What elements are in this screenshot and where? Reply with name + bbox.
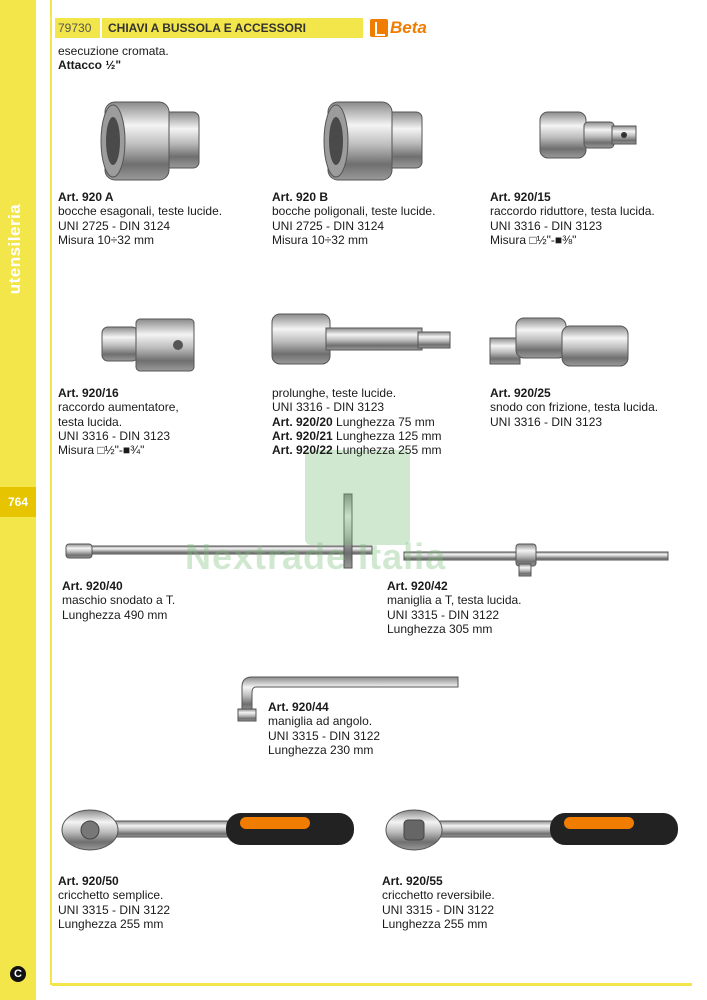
desc-line: bocche esagonali, teste lucide. [58, 204, 223, 219]
header-separator [100, 18, 102, 38]
desc-line: Lunghezza 255 mm [382, 916, 488, 931]
socket-poly-image [318, 98, 428, 183]
reversible-ratchet-image [382, 805, 682, 860]
desc-line: maschio snodato a T. [62, 593, 176, 608]
catalog-code: 79730 [58, 21, 92, 35]
intro [58, 44, 169, 72]
desc-line: UNI 3315 - DIN 3122 [382, 902, 495, 917]
desc-line: Misura 10÷32 mm [58, 232, 154, 247]
desc-line: UNI 3316 - DIN 3123 [58, 428, 171, 443]
desc-line: cricchetto reversibile. [382, 888, 495, 903]
art-number: Art. 920/16 [58, 386, 119, 400]
intro-line: esecuzione cromata. [58, 44, 169, 58]
desc-line: bocche poligonali, teste lucide. [272, 204, 436, 219]
watermark-tree-icon [305, 450, 410, 545]
desc-line: UNI 2725 - DIN 3124 [272, 218, 385, 233]
product-920-16 [58, 386, 179, 457]
desc-line: Misura 10÷32 mm [272, 232, 368, 247]
ratchet-image [58, 805, 358, 860]
increaser-adapter-image [100, 315, 200, 375]
art-number: Art. 920/42 [387, 579, 448, 593]
section-title: CHIAVI A BUSSOLA E ACCESSORI [108, 21, 307, 35]
desc-line: Lunghezza 305 mm [387, 621, 493, 636]
watermark-text: Nextrade Italia [185, 536, 447, 577]
desc-line: Misura □½"-■¾" [58, 443, 145, 458]
product-920-25 [490, 386, 658, 429]
desc-line: UNI 3316 - DIN 3123 [490, 414, 603, 429]
reducer-adapter-image [538, 108, 648, 163]
socket-hex-image [95, 98, 205, 183]
variant-row: Art. 920/20 Lunghezza 75 mm [272, 414, 435, 429]
desc-line: snodo con frizione, testa lucida. [490, 400, 659, 415]
universal-joint-image [486, 308, 636, 378]
product-920-55 [382, 874, 495, 931]
desc-line: UNI 3315 - DIN 3122 [268, 728, 381, 743]
product-920-15 [490, 190, 655, 247]
brand-name: Beta [390, 18, 427, 37]
brand-logo [370, 17, 427, 39]
art-number: Art. 920/55 [382, 874, 443, 888]
art-number: Art. 920/44 [268, 700, 329, 714]
desc-line: UNI 3315 - DIN 3122 [387, 607, 500, 622]
corner-mark: C [10, 966, 26, 982]
product-920-40 [62, 579, 175, 622]
art-number: Art. 920/15 [490, 190, 551, 204]
desc-line: maniglia ad angolo. [268, 714, 373, 729]
desc-line: Lunghezza 230 mm [268, 742, 374, 757]
extension-bar-image [268, 310, 458, 370]
desc-line: Misura □½"-■⅜" [490, 232, 577, 247]
desc-line: cricchetto semplice. [58, 888, 164, 903]
desc-line: raccordo riduttore, testa lucida. [490, 204, 655, 219]
desc-line: UNI 3316 - DIN 3123 [272, 400, 385, 415]
desc-line: Lunghezza 490 mm [62, 607, 168, 622]
product-920-42 [387, 579, 522, 636]
art-number: Art. 920/40 [62, 579, 123, 593]
product-920a [58, 190, 222, 247]
art-number: Art. 920/50 [58, 874, 119, 888]
bottom-rule [52, 983, 692, 986]
product-920-44 [268, 700, 380, 757]
desc-line: testa lucida. [58, 414, 123, 429]
desc-line: UNI 3316 - DIN 3123 [490, 218, 603, 233]
desc-line: raccordo aumentatore, [58, 400, 179, 415]
page-number: 764 [0, 487, 36, 517]
product-920b [272, 190, 435, 247]
variant-row: Art. 920/22 Lunghezza 255 mm [272, 443, 442, 458]
intro-drive: Attacco ½" [58, 58, 122, 72]
product-920-50 [58, 874, 170, 931]
section-label: utensileria [5, 203, 24, 295]
product-prolunghe [272, 386, 441, 457]
art-number: Art. 920 B [272, 190, 329, 204]
brand-mark-icon [370, 19, 388, 37]
desc-line: UNI 3315 - DIN 3122 [58, 902, 171, 917]
desc-line: prolunghe, teste lucide. [272, 386, 397, 400]
art-number: Art. 920/25 [490, 386, 551, 400]
desc-line: Lunghezza 255 mm [58, 916, 164, 931]
side-rule [50, 0, 52, 985]
desc-line: maniglia a T, testa lucida. [387, 593, 522, 608]
art-number: Art. 920 A [58, 190, 114, 204]
desc-line: UNI 2725 - DIN 3124 [58, 218, 171, 233]
variant-row: Art. 920/21 Lunghezza 125 mm [272, 428, 442, 443]
